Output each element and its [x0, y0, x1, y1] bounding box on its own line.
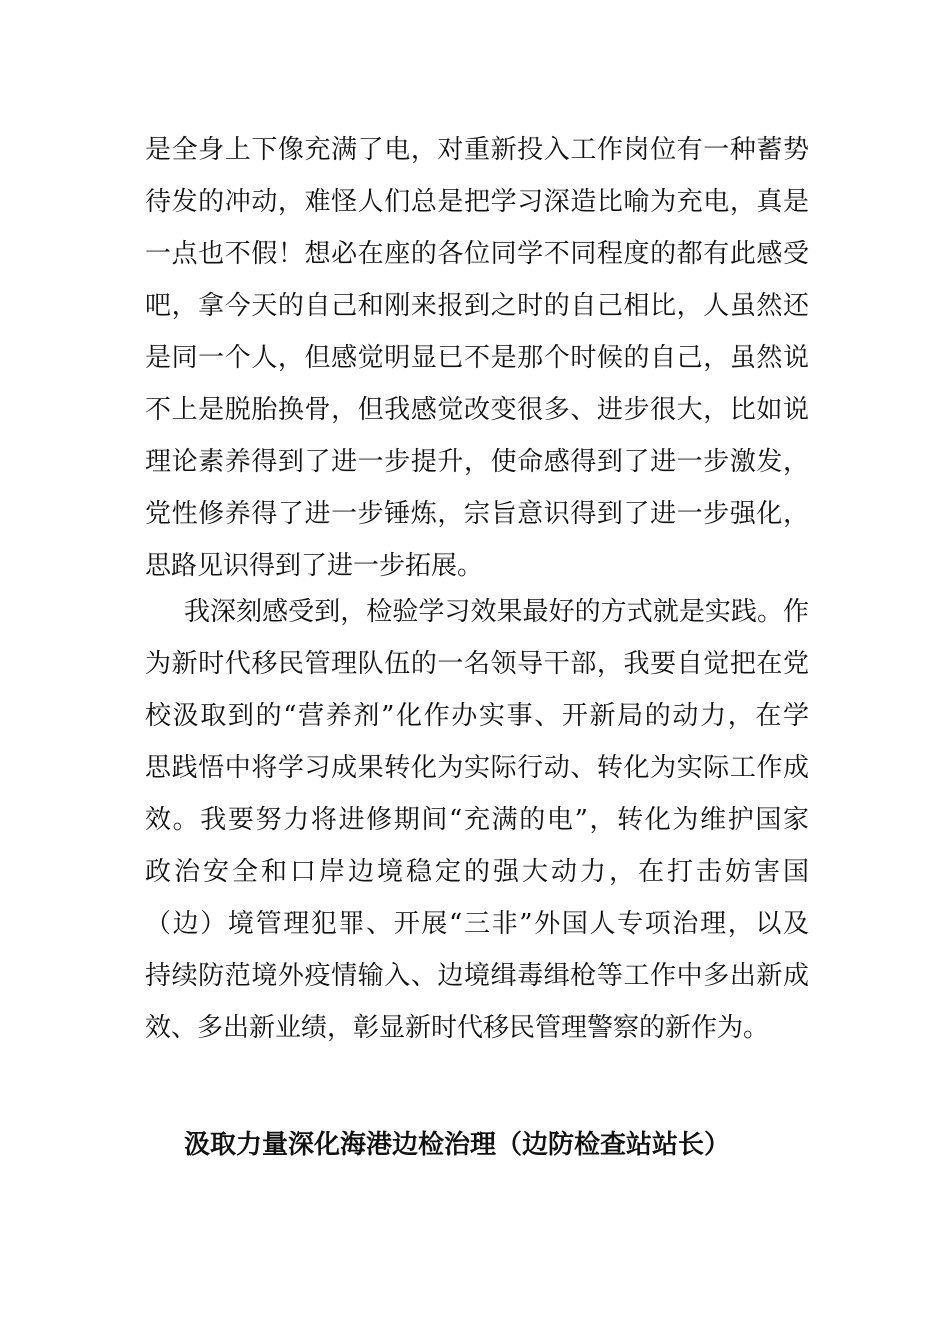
text-line: 不上是脱胎换骨，但我感觉改变很多、进步很大，比如说 [145, 395, 809, 425]
text-line: 思路见识得到了进一步拓展。 [145, 551, 484, 581]
text-line: 待发的冲动，难怪人们总是把学习深造比喻为充电，真是 [145, 187, 809, 217]
text-line: （边）境管理犯罪、开展“三非”外国人专项治理，以及 [145, 909, 809, 939]
text-line: 一点也不假！想必在座的各位同学不同程度的都有此感受 [145, 239, 809, 269]
section-heading: 汲取力量深化海港边检治理（边防检查站站长） [184, 1130, 731, 1160]
text-line: 我深刻感受到，检验学习效果最好的方式就是实践。作 [184, 597, 809, 627]
paragraph-2 [145, 586, 809, 1054]
text-line: 政治安全和口岸边境稳定的强大动力，在打击妨害国 [145, 857, 809, 887]
text-line: 吧，拿今天的自己和刚来报到之时的自己相比，人虽然还 [145, 291, 809, 321]
text-line: 是全身上下像充满了电，对重新投入工作岗位有一种蓄势 [145, 135, 809, 165]
text-line: 思践悟中将学习成果转化为实际行动、转化为实际工作成 [145, 753, 809, 783]
text-line: 持续防范境外疫情输入、边境缉毒缉枪等工作中多出新成 [145, 961, 809, 991]
text-line: 为新时代移民管理队伍的一名领导干部，我要自觉把在党 [145, 649, 809, 679]
paragraph-1 [145, 124, 809, 592]
text-line: 效、多出新业绩，彰显新时代移民管理警察的新作为。 [145, 1013, 770, 1043]
text-line: 校汲取到的“营养剂”化作办实事、开新局的动力，在学 [145, 701, 809, 731]
text-line: 效。我要努力将进修期间“充满的电”，转化为维护国家 [145, 805, 809, 835]
text-line: 党性修养得了进一步锤炼，宗旨意识得到了进一步强化， [145, 499, 809, 529]
text-line: 是同一个人，但感觉明显已不是那个时候的自己，虽然说 [145, 343, 809, 373]
text-line: 理论素养得到了进一步提升，使命感得到了进一步激发， [145, 447, 809, 477]
